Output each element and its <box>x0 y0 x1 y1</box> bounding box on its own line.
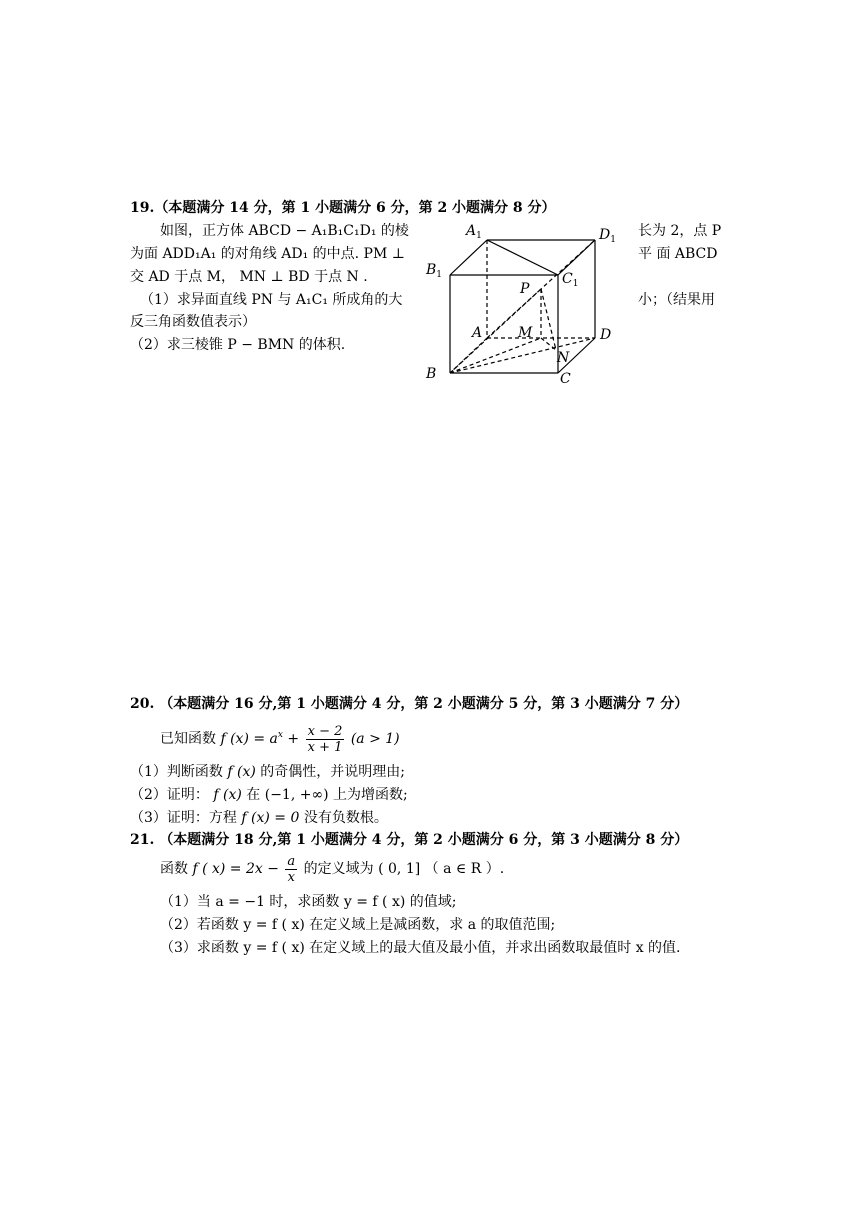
q20-plus: + <box>287 731 300 747</box>
label-p: P <box>520 281 530 297</box>
q19-line1b: 长为 2，点 P <box>638 223 722 239</box>
q21-domain-text: 的定义域为 <box>303 861 374 877</box>
q20-item2-b: 在 <box>246 787 261 803</box>
q20-item1 <box>130 763 405 781</box>
q19-line5: 反三角函数值表示） <box>130 314 256 330</box>
label-d1: $D_1$ <box>599 227 616 245</box>
diag-a1c1 <box>487 240 558 275</box>
q20-item1-b: 的奇偶性，并说明理由; <box>260 764 405 780</box>
edge-a1b1 <box>450 240 487 275</box>
q21-item2: （2）若函数 y = f ( x) 在定义域上是减函数，求 a 的取值范围; <box>160 917 556 933</box>
q20-item2 <box>130 786 408 804</box>
q20-function <box>160 722 400 756</box>
label-b: B <box>426 366 437 382</box>
q21-item1: （1）当 a = −1 时，求函数 y = f ( x) 的值域; <box>160 894 457 910</box>
q20-item1-f: f (x) <box>227 764 256 780</box>
q20-item3 <box>130 809 388 827</box>
q20-fraction <box>306 724 345 755</box>
q20-intro: 已知函数 <box>160 731 216 747</box>
q21-fraction <box>285 854 297 885</box>
q20-func-cond: (a > 1) <box>350 731 400 747</box>
q20-item3-b: 没有负数根。 <box>303 810 388 826</box>
q20-header: 20. （本题满分 16 分,第 1 小题满分 4 分，第 2 小题满分 5 分，第 3 小题满分 7 分） <box>130 696 689 712</box>
q21-intro: 函数 <box>160 861 188 877</box>
q21-frac-den: x <box>287 869 295 885</box>
q20-frac-num: x − 2 <box>307 723 343 739</box>
q20-func-lhs: f (x) = a <box>220 731 278 747</box>
label-a: A <box>472 325 483 341</box>
q21-func-lhs: f ( x) = 2x − <box>192 861 279 877</box>
label-c: C <box>560 371 571 387</box>
label-b1: $B_1$ <box>426 262 443 280</box>
label-n: N <box>557 350 570 366</box>
q21-item3: （3）求函数 y = f ( x) 在定义域上的最大值及最小值，并求出函数取最值时 x 的值. <box>160 940 681 956</box>
q20-frac-den: x + 1 <box>307 739 343 755</box>
q19-line4b: 小；（结果用 <box>638 292 715 308</box>
q19-line1a: 如图，正方体 ABCD − A₁B₁C₁D₁ 的棱 <box>160 223 409 239</box>
label-m: M <box>518 325 533 341</box>
q20-item1-a: （1）判断函数 <box>130 764 223 780</box>
q20-item2-f: f (x) <box>213 787 242 803</box>
q19-line2a: 为面 ADD₁A₁ 的对角线 AD₁ 的中点. PM ⊥ <box>130 246 405 262</box>
q20-item2-interval: (−1, +∞) <box>264 787 329 803</box>
line-pn <box>541 289 556 350</box>
q20-item2-a: （2）证明： <box>130 787 209 803</box>
q20-func-sup: x <box>277 730 283 740</box>
q21-header: 21. （本题满分 18 分,第 1 小题满分 4 分，第 2 小题满分 6 分，第 3 小题满分 8 分） <box>130 832 689 848</box>
q19-line4a: （1）求异面直线 PN 与 A₁C₁ 所成角的大 <box>140 292 403 308</box>
q19-line2b: 平 面 ABCD <box>638 246 718 262</box>
line-bm <box>450 338 541 373</box>
q21-function <box>160 852 504 886</box>
label-c1: $C_1$ <box>562 271 579 289</box>
q21-domain: ( 0, 1] <box>378 861 421 877</box>
q19-line6: （2）求三棱锥 P − BMN 的体积. <box>130 337 346 353</box>
label-d: D <box>600 327 612 343</box>
q20-item3-f: f (x) = 0 <box>241 810 300 826</box>
q21-cond: （ a ∈ R ）. <box>424 861 505 877</box>
q19-line3: 交 AD 于点 M， MN ⊥ BD 于点 N . <box>130 269 368 285</box>
q20-item2-c: 上为增函数; <box>333 787 408 803</box>
q20-item3-a: （3）证明：方程 <box>130 810 237 826</box>
label-a1: $A_1$ <box>466 223 482 241</box>
q21-frac-num: a <box>287 853 296 869</box>
diag-bd <box>450 338 595 373</box>
cube-figure <box>420 215 635 390</box>
q19-header: 19.（本题满分 14 分，第 1 小题满分 6 分，第 2 小题满分 8 分） <box>130 200 556 216</box>
